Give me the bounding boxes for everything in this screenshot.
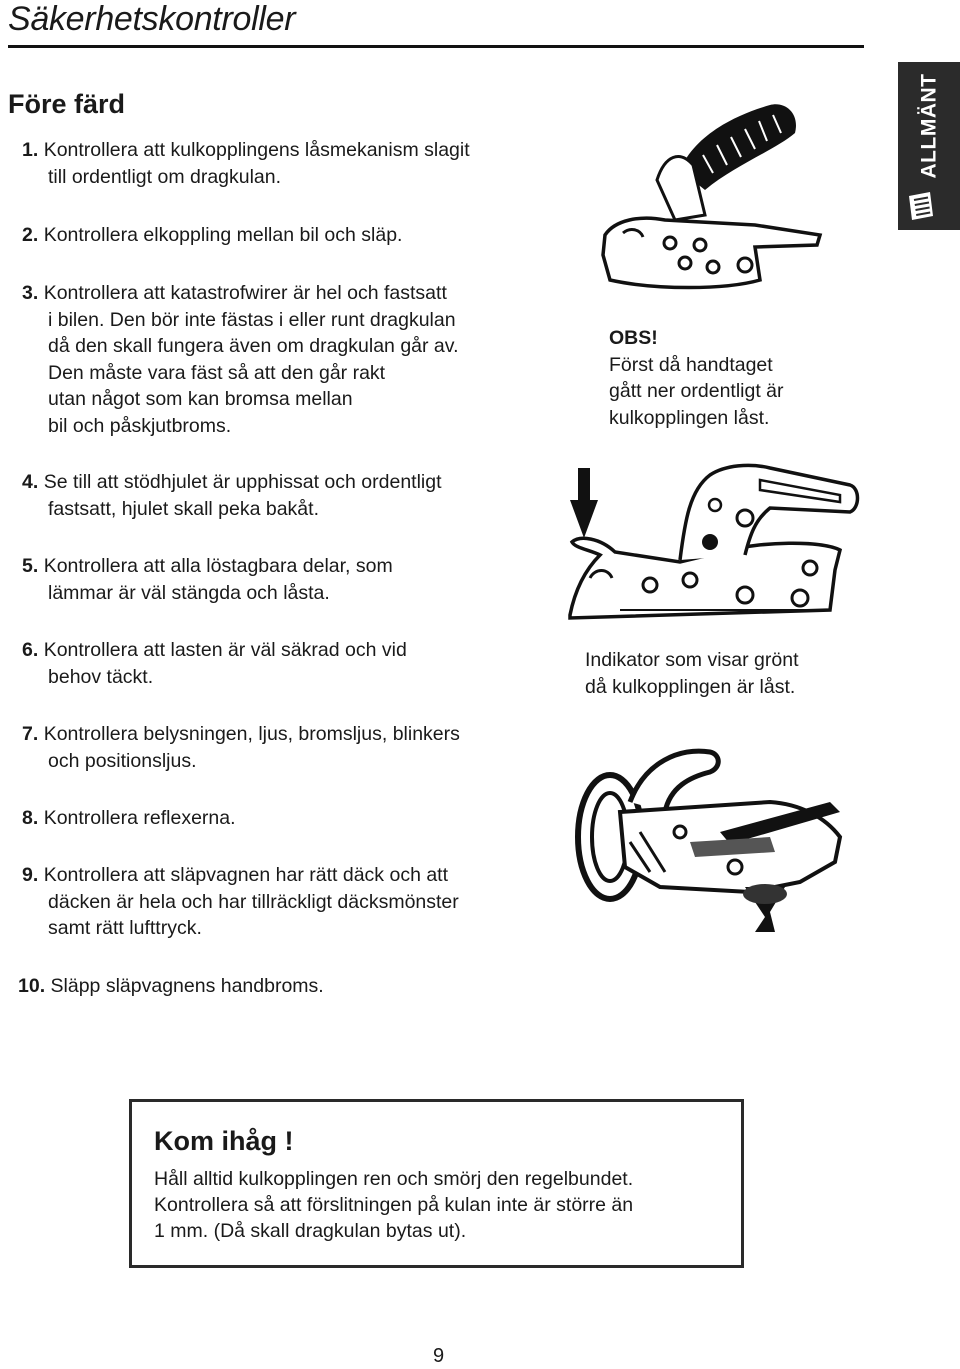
list-item: 4. Se till att stödhjulet är upphissat och ordentligt fastsatt, hjulet skall peka bakåt. bbox=[22, 471, 442, 520]
list-item: 1. Kontrollera att kulkopplingens låsmekanism slagit till ordentligt om dragkulan. bbox=[22, 139, 470, 188]
section-tab bbox=[898, 62, 960, 230]
list-item: 9. Kontrollera att släpvagnen har rätt däck och att däcken är hela och har tillräckligt däcksmönster samt rätt lufttryck. bbox=[22, 864, 459, 939]
list-item: 3. Kontrollera att katastrofwirer är hel och fastsatt i bilen. Den bör inte fästas i eller runt dragkulan då den skall fungera även om dragkulan går av. Den måste vara fäst så att den går rakt utan något som kan bromsa mellan bil och påskjutbroms. bbox=[22, 282, 459, 437]
reminder-inner bbox=[132, 1102, 741, 1265]
list-item: 7. Kontrollera belysningen, ljus, bromsljus, blinkers och positionsljus. bbox=[22, 723, 460, 772]
page-number: 9 bbox=[433, 1345, 445, 1367]
section-tab-label: ALLMÄNT bbox=[917, 73, 941, 179]
list-item: 10. Släpp släpvagnens handbroms. bbox=[18, 975, 324, 997]
obs-heading: OBS! bbox=[609, 327, 658, 349]
page-title: Säkerhetskontroller bbox=[8, 0, 296, 38]
section-heading: Före färd bbox=[8, 89, 126, 119]
list-item: 2. Kontrollera elkoppling mellan bil och släp. bbox=[22, 224, 403, 246]
section-tab-label-wrap bbox=[904, 66, 954, 186]
obs-note: OBS! Först då handtaget gått ner ordentligt är kulkopplingen låst. bbox=[609, 327, 784, 429]
document-icon bbox=[906, 190, 936, 222]
reminder-line: Kontrollera så att förslitningen på kulan inte är större än bbox=[154, 1194, 634, 1216]
indicator-illustration bbox=[560, 460, 860, 640]
reminder-line: Håll alltid kulkopplingen ren och smörj den regelbundet. bbox=[154, 1168, 634, 1190]
reminder-line: 1 mm. (Då skall dragkulan bytas ut). bbox=[154, 1220, 467, 1242]
coupling-towball-illustration bbox=[570, 742, 865, 932]
title-divider bbox=[8, 45, 864, 48]
indicator-caption: Indikator som visar grönt då kulkopplingen är låst. bbox=[585, 649, 799, 698]
list-item: 5. Kontrollera att alla löstagbara delar, som lämmar är väl stängda och låsta. bbox=[22, 555, 393, 604]
coupling-handle-illustration bbox=[595, 95, 835, 310]
reminder-title: Kom ihåg ! bbox=[154, 1126, 294, 1156]
list-item: 6. Kontrollera att lasten är väl säkrad och vid behov täckt. bbox=[22, 639, 407, 688]
reminder-box bbox=[129, 1099, 744, 1268]
list-item: 8. Kontrollera reflexerna. bbox=[22, 807, 236, 829]
down-arrow-icon bbox=[570, 468, 598, 538]
